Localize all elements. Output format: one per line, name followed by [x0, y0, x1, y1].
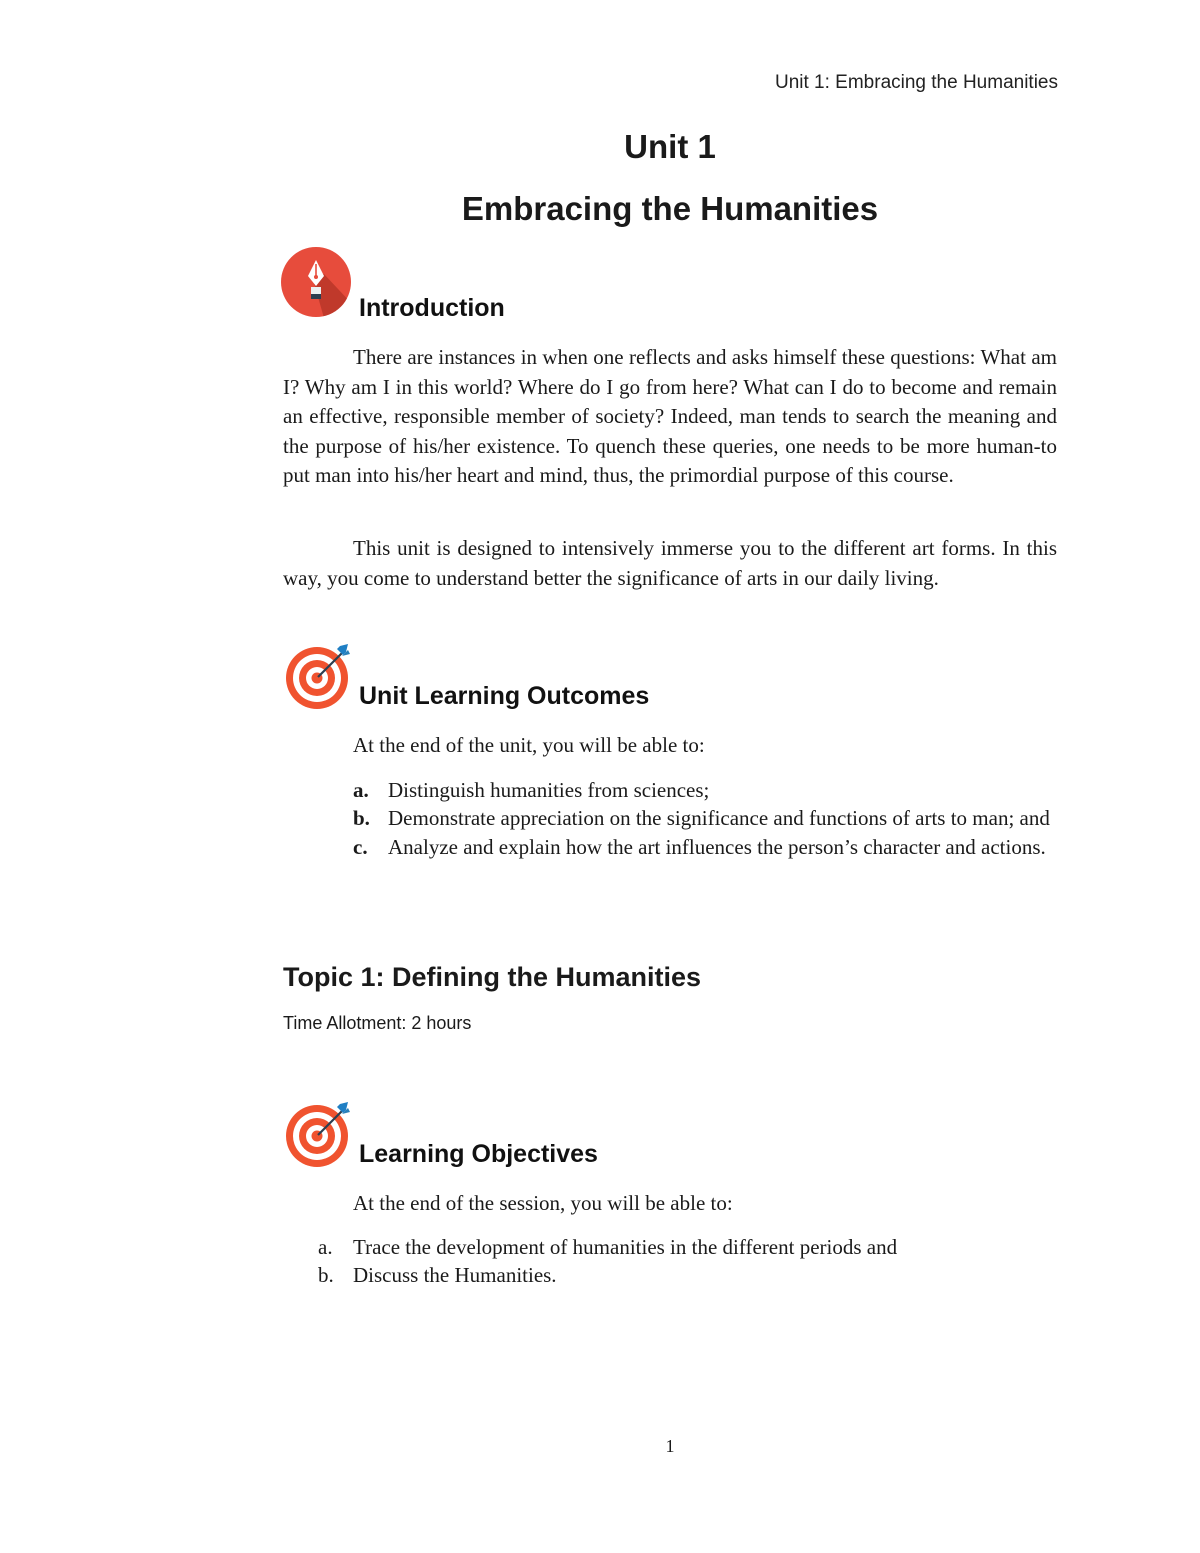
list-item: [353, 833, 1057, 861]
list-item-text: Discuss the Humanities.: [353, 1263, 557, 1288]
unit-outcomes-heading: Unit Learning Outcomes: [359, 682, 650, 710]
list-marker: c.: [353, 834, 368, 859]
list-item: [353, 804, 1057, 832]
list-marker: a.: [318, 1235, 333, 1259]
target-icon: [282, 1096, 354, 1168]
time-allotment: Time Allotment: 2 hours: [283, 1013, 472, 1033]
running-header: Unit 1: Embracing the Humanities: [774, 72, 1058, 93]
learning-objectives-heading: Learning Objectives: [359, 1140, 598, 1168]
learning-objectives-lead: At the end of the session, you will be able to:: [353, 1191, 733, 1215]
target-icon: [282, 638, 354, 710]
topic-title: Topic 1: Defining the Humanities: [283, 962, 702, 992]
list-marker: b.: [318, 1263, 334, 1288]
list-item-text: Trace the development of humanities in the different periods and: [353, 1235, 898, 1259]
pen-nib-icon: [280, 246, 352, 318]
intro-paragraph-1: There are instances in when one reflects and asks himself these questions: What am I? Why am I in this world? Where do I go from here? What can I do to become and remain an effective, responsible member of society? Indeed, man tends to search the meaning and the purpose of his/her existence. To quench these queries, one needs to be more human-to put man into his/her heart and mind, thus, the primordial purpose of this course.: [283, 345, 1057, 488]
list-item: [318, 1233, 1058, 1261]
unit-outcomes-list: [353, 776, 1057, 861]
unit-subtitle: Embracing the Humanities: [461, 190, 879, 227]
introduction-heading: Introduction: [359, 294, 505, 322]
list-item-text: Analyze and explain how the art influences the person’s character and actions.: [388, 834, 1046, 859]
list-item-text: Distinguish humanities from sciences;: [388, 778, 710, 802]
list-item: [318, 1261, 1058, 1289]
unit-outcomes-lead: At the end of the unit, you will be able to:: [353, 733, 705, 757]
list-item: [353, 776, 1057, 804]
learning-objectives-list: [318, 1233, 1058, 1290]
intro-paragraph-2: This unit is designed to intensively immerse you to the different art forms. In this way, you come to understand better the significance of arts in our daily living.: [283, 536, 1057, 590]
unit-title: Unit 1: [624, 128, 716, 165]
list-marker: a.: [353, 778, 369, 802]
list-item-text: Demonstrate appreciation on the significance and functions of arts to man; and: [388, 806, 1050, 831]
list-marker: b.: [353, 806, 370, 831]
page-number: 1: [665, 1436, 675, 1456]
